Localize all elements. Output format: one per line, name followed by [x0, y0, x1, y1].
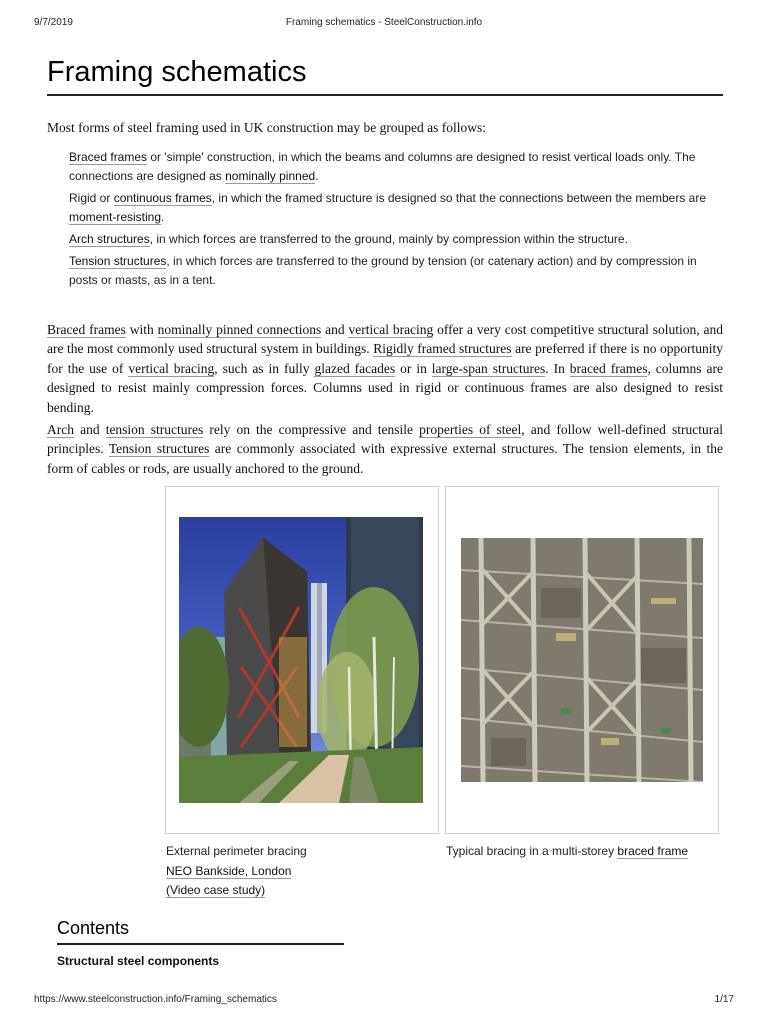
link-braced-frames[interactable]: Braced frames [47, 322, 126, 337]
print-document-title: Framing schematics - SteelConstruction.info [285, 17, 483, 28]
print-header [34, 17, 734, 31]
list-text: , in which forces are transferred to the ground by tension (or catenary action) and by compression in posts or masts, as in a tent. [69, 254, 697, 287]
link-braced-frames[interactable]: braced frames [569, 360, 648, 376]
link-tension-structures[interactable]: tension structures [105, 422, 204, 437]
link-tension-structures[interactable]: Tension structures [108, 441, 210, 457]
para-text: and [74, 422, 106, 437]
list-text: . [161, 210, 165, 224]
figure-caption-bracing [446, 842, 718, 862]
para-text: . In [545, 360, 570, 376]
print-footer [34, 994, 734, 1008]
para-text: , and follow well-defined structural principles. [47, 422, 723, 457]
para-text: offer a very cost competitive structural solution, and are the most commonly used structural system in buildings. [47, 322, 723, 357]
list-item-braced-frames [69, 148, 723, 186]
list-item-tension-structures [69, 252, 723, 290]
caption-line: External perimeter bracing [166, 844, 307, 858]
link-glazed-facades[interactable]: glazed facades [314, 360, 396, 376]
print-url: https://www.steelconstruction.info/Framing_schematics [34, 994, 277, 1005]
arch-tension-paragraph [47, 420, 723, 478]
para-text: or in [395, 360, 432, 376]
list-text: . [315, 169, 319, 183]
link-rigidly-framed-structures[interactable]: Rigidly framed structures [373, 341, 512, 357]
link-large-span-structures[interactable]: large-span structures [431, 360, 546, 376]
link-properties-of-steel[interactable]: properties of steel [419, 422, 522, 437]
framing-types-list [69, 148, 723, 293]
intro-paragraph: Most forms of steel framing used in UK construction may be grouped as follows: [47, 120, 487, 135]
para-text: are preferred if there is no opportunity for the use of [47, 341, 723, 376]
list-item-arch-structures [69, 230, 723, 249]
list-item-rigid-frames [69, 189, 723, 227]
print-date: 9/7/2019 [34, 17, 73, 28]
para-text: are commonly associated with expressive external structures. The tension elements, in the form of cables or rods, are usually anchored to the ground. [47, 441, 723, 476]
list-text: Rigid or [69, 191, 114, 205]
link-braced-frame[interactable]: braced frame [617, 844, 689, 858]
link-tension-structures[interactable]: Tension structures [69, 254, 167, 268]
link-video-case-study[interactable]: (Video case study) [166, 883, 266, 897]
page-number: 1/17 [714, 994, 734, 1005]
para-text: and [321, 322, 349, 337]
link-vertical-bracing[interactable]: vertical bracing [128, 360, 215, 376]
link-arch[interactable]: Arch [47, 422, 74, 437]
contents-item-structural-steel-components[interactable]: Structural steel components [57, 954, 220, 968]
link-continuous-frames[interactable]: continuous frames [113, 191, 212, 205]
figure-multi-storey-bracing [445, 486, 719, 834]
para-text: , columns are designed to resist mainly compression forces. Columns used in rigid or continuous frames are also designed to resist bending. [47, 360, 724, 415]
figure-neo-bankside [165, 486, 439, 834]
page-title: Framing schematics [47, 54, 723, 96]
para-text: rely on the compressive and tensile [203, 422, 420, 437]
contents-heading: Contents [57, 918, 344, 945]
braced-frames-paragraph [47, 320, 723, 417]
link-neo-bankside[interactable]: NEO Bankside, London [166, 863, 292, 878]
list-text: or 'simple' construction, in which the beams and columns are designed to resist vertical loads only. The connections are designed as [69, 150, 696, 183]
figure-caption-neo-bankside [166, 842, 436, 901]
para-text: with [125, 322, 158, 337]
list-text: , in which the framed structure is designed so that the connections between the members are [211, 191, 707, 205]
link-arch-structures[interactable]: Arch structures [69, 232, 150, 246]
neo-bankside-photo[interactable] [179, 517, 423, 803]
link-nominally-pinned-connections[interactable]: nominally pinned connections [157, 322, 322, 337]
caption-text: Typical bracing in a multi-storey [446, 844, 618, 858]
link-vertical-bracing[interactable]: vertical bracing [348, 322, 434, 337]
para-text: , such as in fully [214, 360, 315, 376]
braced-frame-photo[interactable] [461, 538, 703, 782]
link-braced-frames[interactable]: Braced frames [69, 150, 148, 164]
link-nominally-pinned[interactable]: nominally pinned [225, 169, 316, 183]
link-moment-resisting[interactable]: moment-resisting [69, 210, 162, 224]
list-text: , in which forces are transferred to the ground, mainly by compression within the structure. [149, 232, 628, 246]
